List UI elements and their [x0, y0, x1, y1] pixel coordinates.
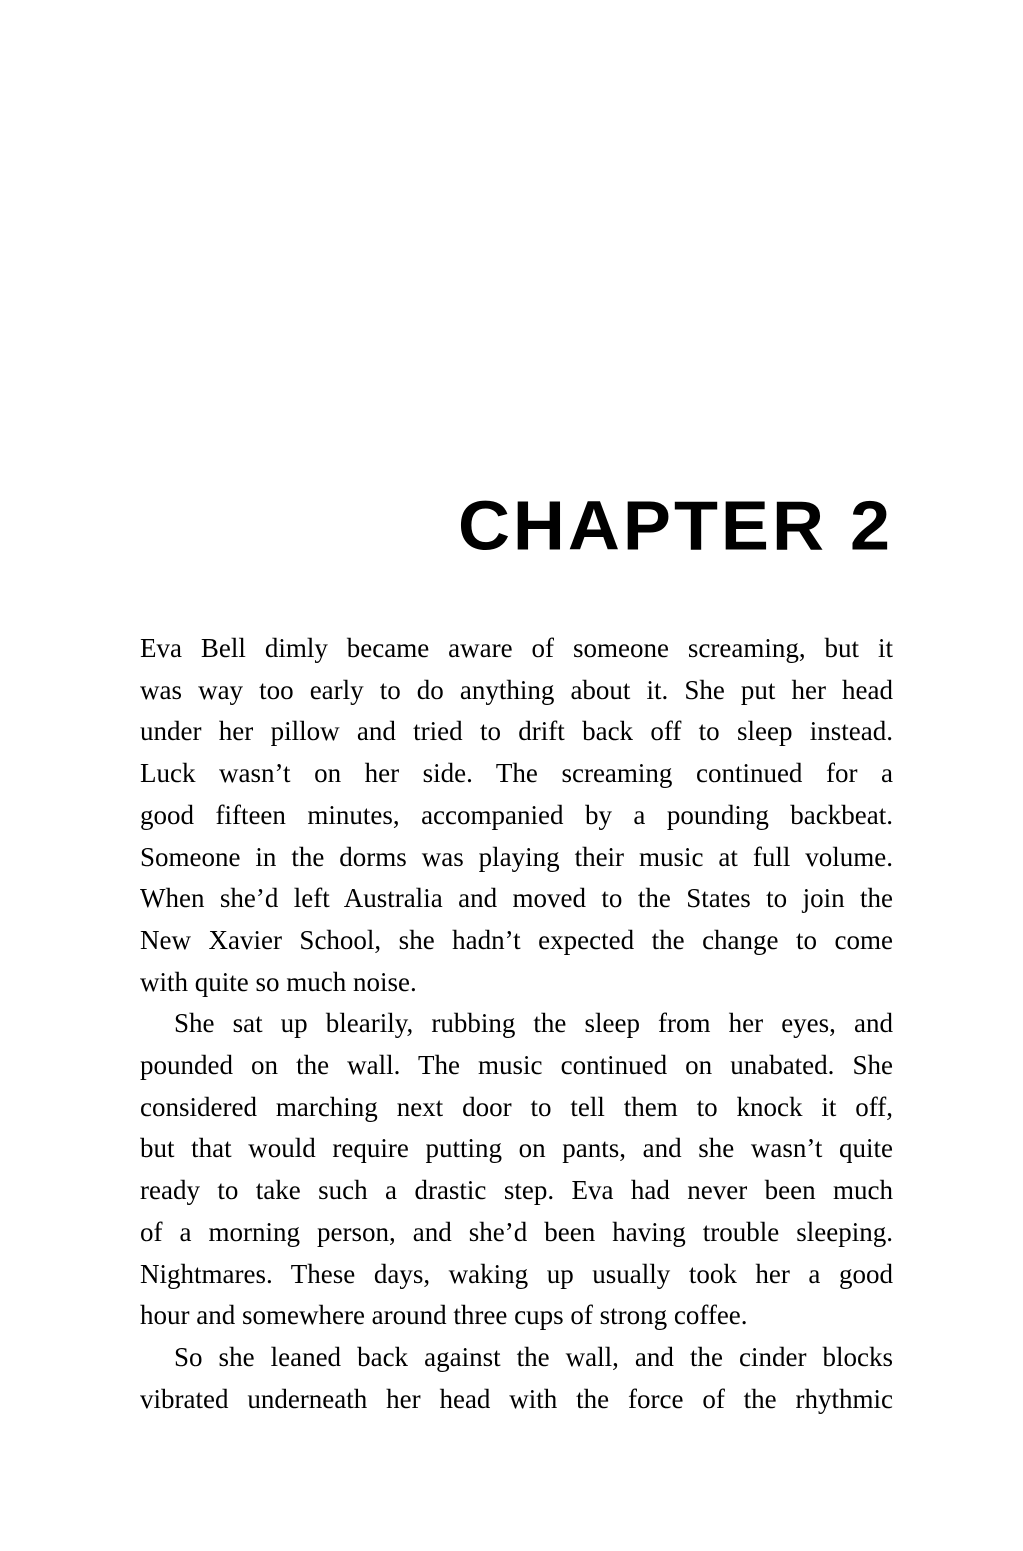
- text-line: Luck wasn’t on her side. The screaming continued for a: [140, 758, 893, 789]
- text-line: Nightmares. These days, waking up usually took her a good: [140, 1258, 893, 1289]
- text-line: vibrated underneath her head with the force of the rhythmic: [140, 1383, 893, 1414]
- text-line: pounded on the wall. The music continued on unabated. She: [140, 1050, 893, 1081]
- text-line: When she’d left Australia and moved to the States to join the: [140, 883, 893, 914]
- text-line: She sat up blearily, rubbing the sleep from her eyes, and: [174, 1008, 893, 1039]
- text-line: under her pillow and tried to drift back off to sleep instead.: [140, 716, 893, 747]
- text-line: New Xavier School, she hadn’t expected the change to come: [140, 924, 893, 955]
- text-line: good fifteen minutes, accompanied by a pounding backbeat.: [140, 799, 893, 830]
- paragraph: [140, 1003, 893, 1337]
- text-line: considered marching next door to tell them to knock it off,: [140, 1091, 893, 1122]
- text-line: Someone in the dorms was playing their music at full volume.: [140, 841, 893, 872]
- text-line: Eva Bell dimly became aware of someone screaming, but it: [140, 633, 893, 663]
- text-line: but that would require putting on pants, and she wasn’t quite: [140, 1133, 893, 1164]
- text-line: So she leaned back against the wall, and the cinder blocks: [174, 1341, 893, 1372]
- paragraph: [140, 1337, 893, 1420]
- text-line: hour and somewhere around three cups of strong coffee.: [140, 1300, 748, 1331]
- text-line: was way too early to do anything about it. She put her head: [140, 674, 893, 705]
- body-text: [140, 628, 893, 1420]
- chapter-heading: CHAPTER 2: [457, 488, 893, 565]
- paragraph: [140, 628, 893, 1003]
- text-line: with quite so much noise.: [140, 966, 417, 997]
- text-line: ready to take such a drastic step. Eva had never been much: [140, 1175, 893, 1206]
- text-line: of a morning person, and she’d been having trouble sleeping.: [140, 1216, 893, 1247]
